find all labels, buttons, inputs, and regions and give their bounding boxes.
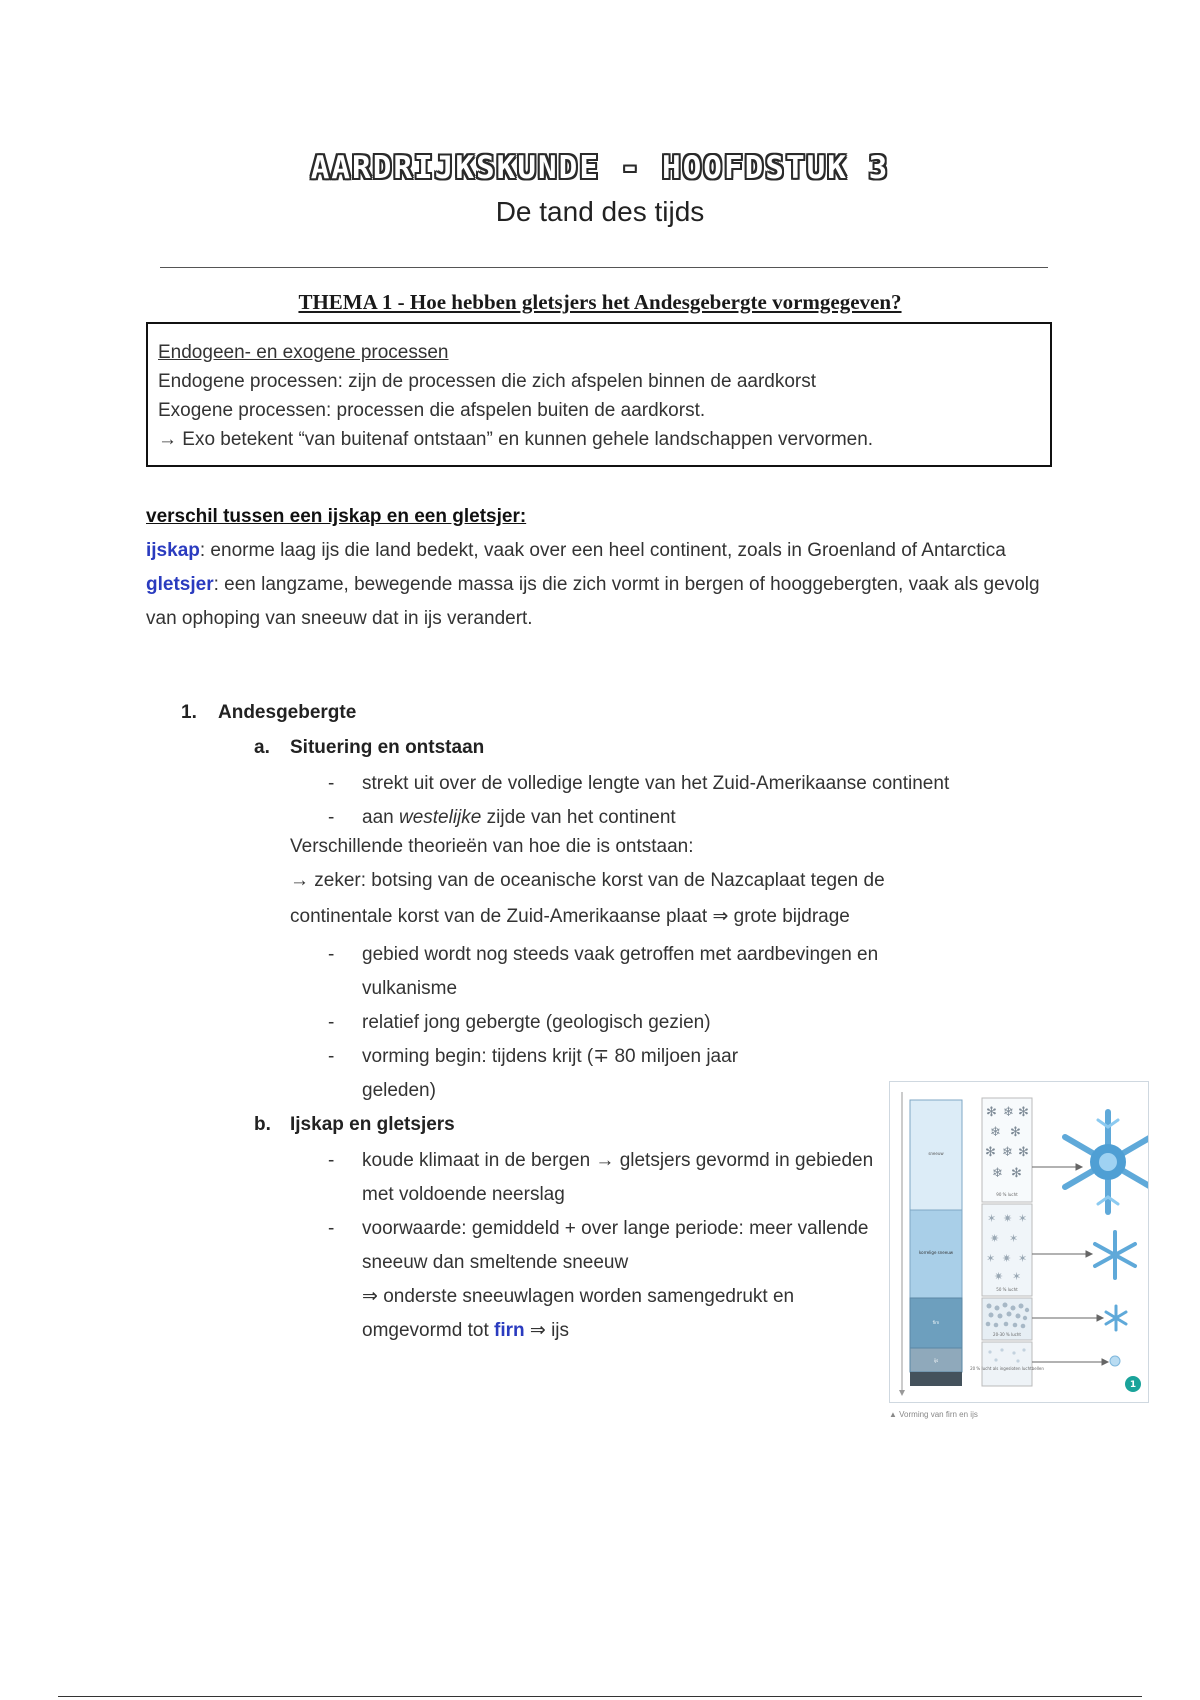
air-label-3: 20-30 % lucht <box>993 1332 1021 1337</box>
svg-text:✻: ✻ <box>986 1105 997 1120</box>
zeker-line-2: continentale korst van de Zuid-Amerikaanse plaat ⇒ grote bijdrage <box>290 906 850 927</box>
zeker-line-1: → zeker: botsing van de oceanische korst van de Nazcaplaat tegen de <box>290 870 885 891</box>
firn-formation-figure <box>889 1081 1149 1403</box>
svg-text:❄: ❄ <box>992 1166 1003 1181</box>
snowflake-medium-icon <box>1095 1232 1135 1278</box>
svg-text:✻: ✻ <box>1018 1145 1029 1160</box>
svg-text:✻: ✻ <box>1011 1166 1022 1181</box>
box-heading: Endogeen- en exogene processen <box>158 342 449 363</box>
figure-caption-text: Vorming van firn en ijs <box>899 1410 978 1419</box>
bullet-text: gebied wordt nog steeds vaak getroffen met aardbevingen en vulkanisme <box>362 944 879 999</box>
firn-diagram <box>890 1082 1148 1402</box>
term-ijskap: ijskap <box>146 540 200 561</box>
result-text <box>362 1280 882 1347</box>
theme-heading: THEMA 1 - Hoe hebben gletsjers het Andesgebergte vormgegeven? <box>298 290 902 314</box>
svg-text:✻: ✻ <box>1018 1105 1029 1120</box>
label-ijs: ijs <box>933 1358 939 1363</box>
box-line-endogeen: Endogene processen: zijn de processen die zich afspelen binnen de aardkorst <box>158 371 817 392</box>
figure-badge-text: 1 <box>1129 1380 1137 1390</box>
section-title: Andesgebergte <box>218 702 357 723</box>
bullet-item: - gebied wordt nog steeds vaak getroffen met aardbevingen en vulkanisme <box>328 944 879 999</box>
bullet-text: zijde van het continent <box>481 807 676 828</box>
svg-text:✷: ✷ <box>994 1270 1004 1283</box>
svg-text:✶: ✶ <box>1009 1232 1019 1245</box>
svg-text:❄: ❄ <box>990 1125 1001 1140</box>
subsection-title: Situering en ontstaan <box>290 737 485 758</box>
bullet-text: aan <box>362 807 399 828</box>
svg-text:✶: ✶ <box>1012 1270 1022 1283</box>
box-line-exo: → Exo betekent “van buitenaf ontstaan” en kunnen gehele landschappen vervormen. <box>158 429 874 450</box>
bullet-item: - strekt uit over de volledige lengte van het Zuid-Amerikaanse continent <box>328 773 950 794</box>
page-subtitle: De tand des tijds <box>495 196 705 227</box>
bullet-item: - aan westelijke zijde van het continent <box>328 807 676 828</box>
svg-text:✶: ✶ <box>986 1252 996 1265</box>
svg-text:❄: ❄ <box>1002 1145 1013 1160</box>
subsection-letter: b. <box>254 1114 271 1135</box>
bullet-text: voorwaarde: gemiddeld + over lange periode: meer vallende sneeuw dan smeltende sneeuw <box>362 1218 869 1273</box>
gletsjer-text: : een langzame, bewegende massa ijs die zich vormt in bergen of hooggebergten, vaak als gevolg van ophoping van sneeuw dat in ijs verandert. <box>146 574 1040 629</box>
air-label-2: 50 % lucht <box>996 1287 1018 1292</box>
ijskap-definition <box>146 534 1066 568</box>
svg-text:✷: ✷ <box>1002 1252 1012 1265</box>
label-korrelig: korrelige sneeuw <box>918 1250 954 1255</box>
svg-text:✻: ✻ <box>985 1145 996 1160</box>
difference-section <box>146 500 1066 636</box>
label-sneeuw: sneeuw <box>928 1151 944 1156</box>
subsection-title: Ijskap en gletsjers <box>290 1114 455 1135</box>
ijskap-text: : enorme laag ijs die land bedekt, vaak over een heel continent, zoals in Groenland of Antarctica <box>199 540 1006 561</box>
term-firn: firn <box>494 1319 525 1341</box>
subsection-letter: a. <box>254 737 270 758</box>
bullet-item: - voorwaarde: gemiddeld + over lange periode: meer vallende sneeuw dan smeltende sneeuw <box>328 1218 869 1273</box>
section-heading-andes <box>181 702 356 724</box>
bullet-item: - vorming begin: tijdens krijt (∓ 80 miljoen jaar geleden) <box>328 1046 739 1101</box>
definition-box <box>146 322 1052 467</box>
difference-heading: verschil tussen een ijskap en een gletsjer: <box>146 506 527 527</box>
svg-text:✶: ✶ <box>1018 1212 1028 1225</box>
bullet-text: strekt uit over de volledige lengte van het Zuid-Amerikaanse continent <box>362 773 950 794</box>
box-line-exogeen: Exogene processen: processen die afspelen buiten de aardkorst. <box>158 400 706 421</box>
bullet-item: - relatief jong gebergte (geologisch gezien) <box>328 1012 711 1033</box>
bedrock <box>910 1372 962 1386</box>
ice-grain-icon <box>1110 1356 1120 1366</box>
svg-text:✶: ✶ <box>987 1212 997 1225</box>
figure-caption: ▲ Vorming van firn en ijs <box>889 1410 978 1419</box>
section-number: 1. <box>181 702 197 723</box>
result-post: ⇒ ijs <box>524 1319 570 1341</box>
bullet-text: koude klimaat in de bergen → gletsjers gevormd in gebieden met voldoende neerslag <box>362 1150 874 1205</box>
svg-text:❄: ❄ <box>1003 1105 1014 1120</box>
svg-text:✻: ✻ <box>1010 1125 1021 1140</box>
subsection-b-heading <box>254 1114 455 1136</box>
bullet-text: relatief jong gebergte (geologisch gezien) <box>362 1012 711 1033</box>
svg-text:✷: ✷ <box>1003 1212 1013 1225</box>
label-firn: firn <box>932 1320 940 1325</box>
page-bottom-divider <box>58 1696 1142 1697</box>
air-label-1: 90 % lucht <box>996 1192 1018 1197</box>
page-title: AARDRIJKSKUNDE - HOOFDSTUK 3 <box>310 150 890 186</box>
air-label-4: 20 % lucht als ingesloten luchtbellen <box>970 1366 1044 1371</box>
snowflake-small-icon <box>1106 1306 1126 1330</box>
bullet-emphasis: westelijke <box>398 807 482 828</box>
divider <box>160 267 1048 268</box>
result-pre: ⇒ onderste sneeuwlagen worden samengedrukt en omgevormd tot <box>362 1286 795 1341</box>
term-gletsjer: gletsjer <box>146 574 214 595</box>
svg-text:✶: ✶ <box>1018 1252 1028 1265</box>
subsection-a-heading <box>254 737 484 759</box>
gletsjer-definition <box>146 568 1066 636</box>
theories-text: Verschillende theorieën van hoe die is ontstaan: <box>290 836 694 857</box>
bullet-item: - koude klimaat in de bergen → gletsjers gevormd in gebieden met voldoende neerslag <box>328 1150 874 1205</box>
bullet-text: vorming begin: tijdens krijt (∓ 80 miljoen jaar geleden) <box>362 1046 739 1101</box>
svg-text:✷: ✷ <box>990 1232 1000 1245</box>
